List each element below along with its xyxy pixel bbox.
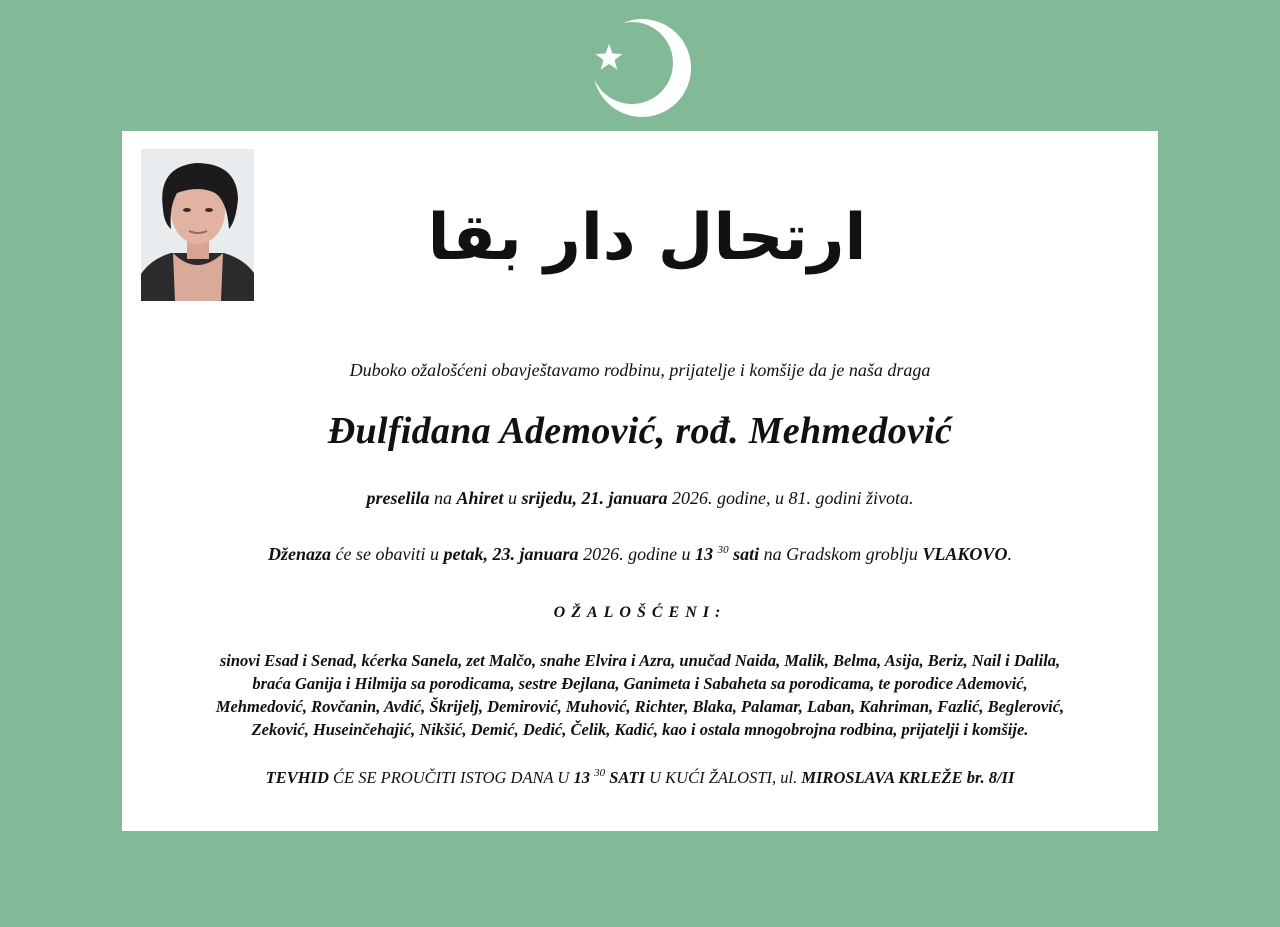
crescent-star-icon bbox=[585, 14, 695, 124]
intro-text: Duboko ožalošćeni obavještavamo rodbinu, prijatelje i komšije da je naša draga bbox=[349, 360, 931, 380]
death-announcement: preselila na Ahiret u srijedu, 21. januara 2026. godine, u 81. godini života. bbox=[366, 488, 914, 508]
arabic-calligraphy bbox=[427, 149, 867, 299]
funeral-info: Dženaza će se obaviti u petak, 23. januara 2026. godine u 13 $^{30}$ sati na Gradskom groblju VLAKOVO. bbox=[268, 544, 1012, 564]
tevhid-info: TEVHID ĆE SE PROUČITI ISTOG DANA U 13 $^{30}$ SATI U KUĆI ŽALOSTI, ul. MIROSLAVA KRLEŽE br. 8/II bbox=[265, 767, 1015, 787]
portrait-photo bbox=[141, 149, 254, 301]
mourners-line: sinovi Esad i Senad, kćerka Sanela, zet Malčo, snahe Elvira i Azra, unučad Naida, Malik, Belma, Asija, Beriz, Nail i Dalila, bbox=[219, 651, 1061, 670]
mourners-line: Mehmedović, Rovčanin, Avdić, Škrijelj, Demirović, Muhović, Richter, Blaka, Palamar, Laban, Kahriman, Fazlić, Beglerović, bbox=[215, 697, 1065, 716]
mourners-list bbox=[122, 649, 1158, 741]
obituary-card bbox=[122, 131, 1158, 831]
calligraphy-text: ارتحال دار بقا bbox=[427, 201, 867, 275]
mourners-line: braća Ganija i Hilmija sa porodicama, sestre Đejlana, Ganimeta i Sabaheta sa porodicama, te porodice Ademović, bbox=[252, 674, 1028, 693]
mourners-heading: OŽALOŠĆENI: bbox=[553, 604, 727, 621]
mourners-line: Zeković, Huseinčehajić, Nikšić, Demić, Dedić, Čelik, Kadić, kao i ostala mnogobrojna rodbina, prijatelji i komšije. bbox=[251, 720, 1029, 739]
deceased-name: Đulfidana Ademović, rođ. Mehmedović bbox=[327, 410, 953, 452]
